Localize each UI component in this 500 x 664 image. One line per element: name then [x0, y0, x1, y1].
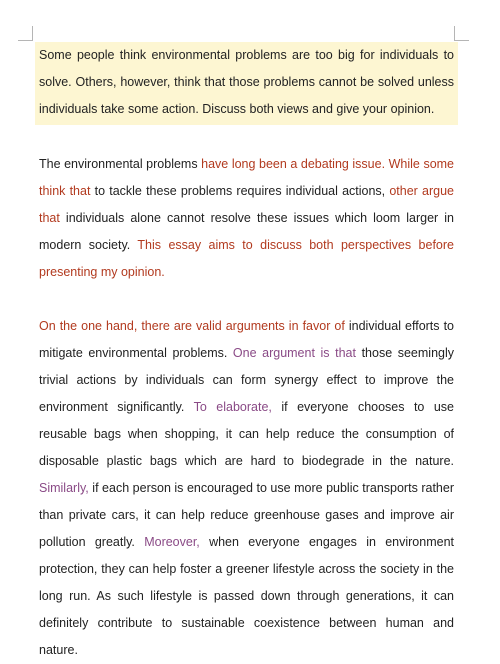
body-text: if everyone chooses to use reusable bags when shopping, it can help reduce the consumption of disposable plastic bags which are hard to biodegrade in the nature. — [39, 400, 454, 468]
body-phrase: Moreover, — [144, 535, 200, 549]
intro-phrase: have long been a debating issue. While some think that — [39, 157, 455, 198]
intro-phrase: other argue that — [39, 184, 454, 225]
intro-text: individuals alone cannot resolve these issues which loom larger in modern society. — [39, 211, 454, 252]
body-phrase: Similarly, — [39, 481, 89, 495]
essay-prompt-text: Some people think environmental problems are too big for individuals to solve. Others, however, think that those problems cannot be solved unless individuals take some action. Discuss both views and give your opinion. — [39, 48, 454, 116]
body-phrase: On the one hand, there are valid arguments in favor of — [39, 319, 345, 333]
intro-paragraph — [39, 151, 454, 286]
document-page — [39, 42, 454, 664]
page-corner-mark-right — [454, 26, 469, 41]
intro-text: to tackle these problems requires individual actions, — [90, 184, 390, 198]
essay-prompt — [35, 42, 458, 125]
body-text: those seemingly trivial actions by individuals can form synergy effect to improve the environment significantly. — [39, 346, 454, 414]
intro-text: The environmental problems — [39, 157, 202, 171]
body-text: when everyone engages in environment protection, they can help foster a greener lifestyle across the society in the long run. As such lifestyle is passed down through generations, it can definitely contribute to sustainable coexistence between human and nature. — [39, 535, 454, 657]
body-phrase: To elaborate, — [193, 400, 272, 414]
body-paragraph-1 — [39, 313, 454, 664]
body-text: individual efforts to mitigate environmental problems. — [39, 319, 454, 360]
body-phrase: One argument is that — [232, 346, 356, 360]
page-corner-mark-left — [18, 26, 33, 41]
intro-phrase: This essay aims to discuss both perspectives before presenting my opinion. — [39, 238, 454, 279]
body-text: if each person is encouraged to use more public transports rather than private cars, it can help reduce greenhouse gases and improve air pollution greatly. — [39, 481, 454, 549]
